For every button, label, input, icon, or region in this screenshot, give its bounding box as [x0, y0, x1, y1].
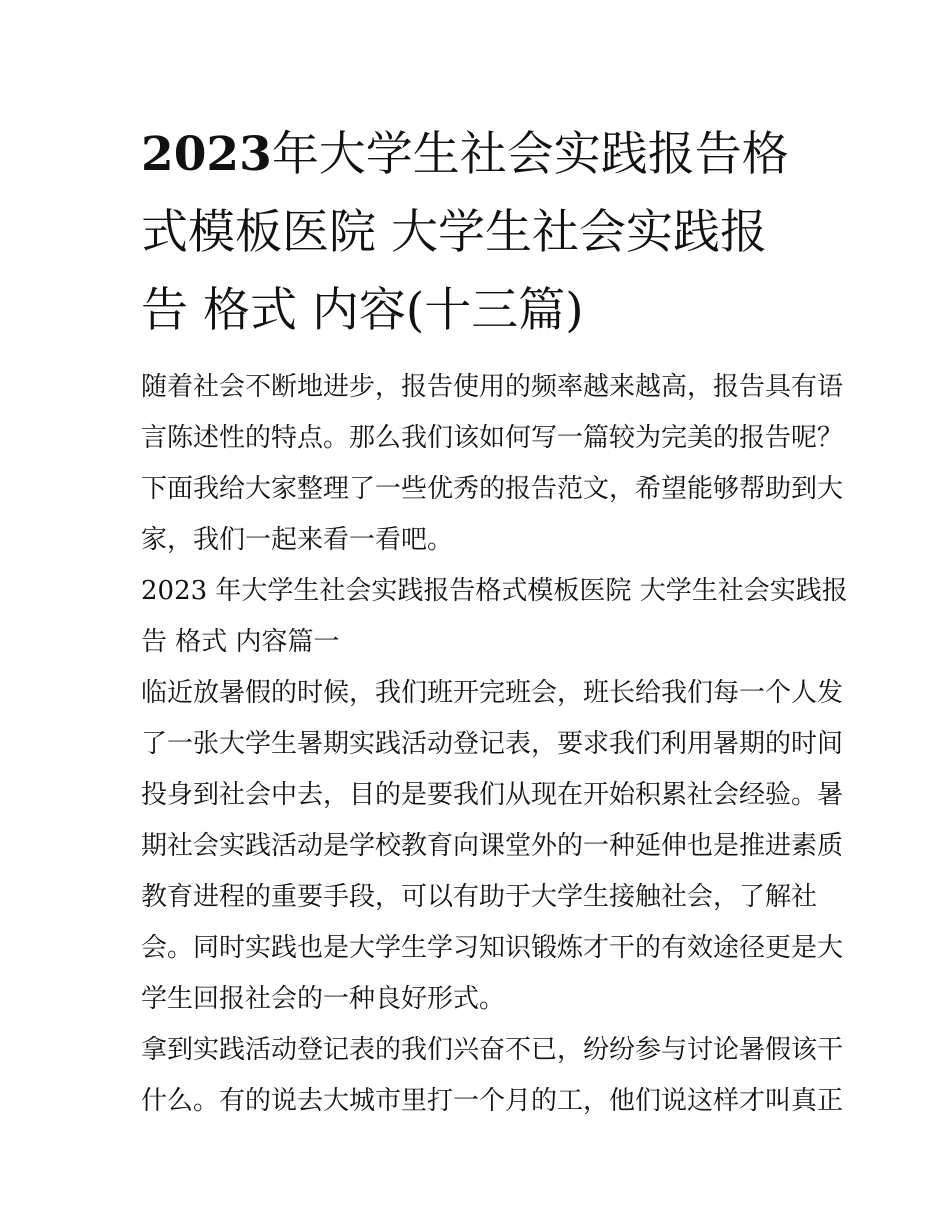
- text-line: 告 格式 内容篇一: [141, 627, 340, 657]
- section-heading: [141, 566, 848, 668]
- document-title: [141, 116, 817, 350]
- title-line: 式模板医院 大学生社会实践报: [141, 205, 767, 260]
- text-line: 随着社会不断地进步，报告使用的频率越来越高，报告具有语: [141, 372, 844, 402]
- text-line: 投身到社会中去，目的是要我们从现在开始积累社会经验。暑: [141, 780, 844, 810]
- text-line: 言陈述性的特点。那么我们该如何写一篇较为完美的报告呢？: [141, 423, 844, 453]
- text-line: 家，我们一起来看一看吧。: [141, 525, 454, 555]
- document-body: [141, 116, 848, 1127]
- text-line: 期社会实践活动是学校教育向课堂外的一种延伸也是推进素质: [141, 831, 844, 861]
- title-line-text: 年大学生社会实践报告格: [271, 127, 789, 182]
- title-line: 告 格式 内容(十三篇): [141, 283, 584, 338]
- text-line: 2023 年大学生社会实践报告格式模板医院 大学生社会实践报: [141, 576, 848, 606]
- text-line: 会。同时实践也是大学生学习知识锻炼才干的有效途径更是大: [141, 933, 844, 963]
- text-line: 临近放暑假的时候，我们班开完班会，班长给我们每一个人发: [141, 678, 844, 708]
- body-paragraph-2: [141, 1025, 844, 1127]
- intro-paragraph: [141, 362, 844, 566]
- title-year: 2023: [141, 127, 272, 182]
- text-line: 教育进程的重要手段，可以有助于大学生接触社会，了解社: [141, 882, 818, 912]
- title-line: [141, 116, 817, 194]
- text-line: 什么。有的说去大城市里打一个月的工，他们说这样才叫真正: [141, 1086, 844, 1116]
- text-line: 了一张大学生暑期实践活动登记表，要求我们利用暑期的时间: [141, 729, 844, 759]
- text-line: 学生回报社会的一种良好形式。: [141, 984, 506, 1014]
- body-paragraph-1: [141, 668, 844, 1025]
- text-line: 拿到实践活动登记表的我们兴奋不已，纷纷参与讨论暑假该干: [141, 1035, 844, 1065]
- text-line: 下面我给大家整理了一些优秀的报告范文，希望能够帮助到大: [141, 474, 844, 504]
